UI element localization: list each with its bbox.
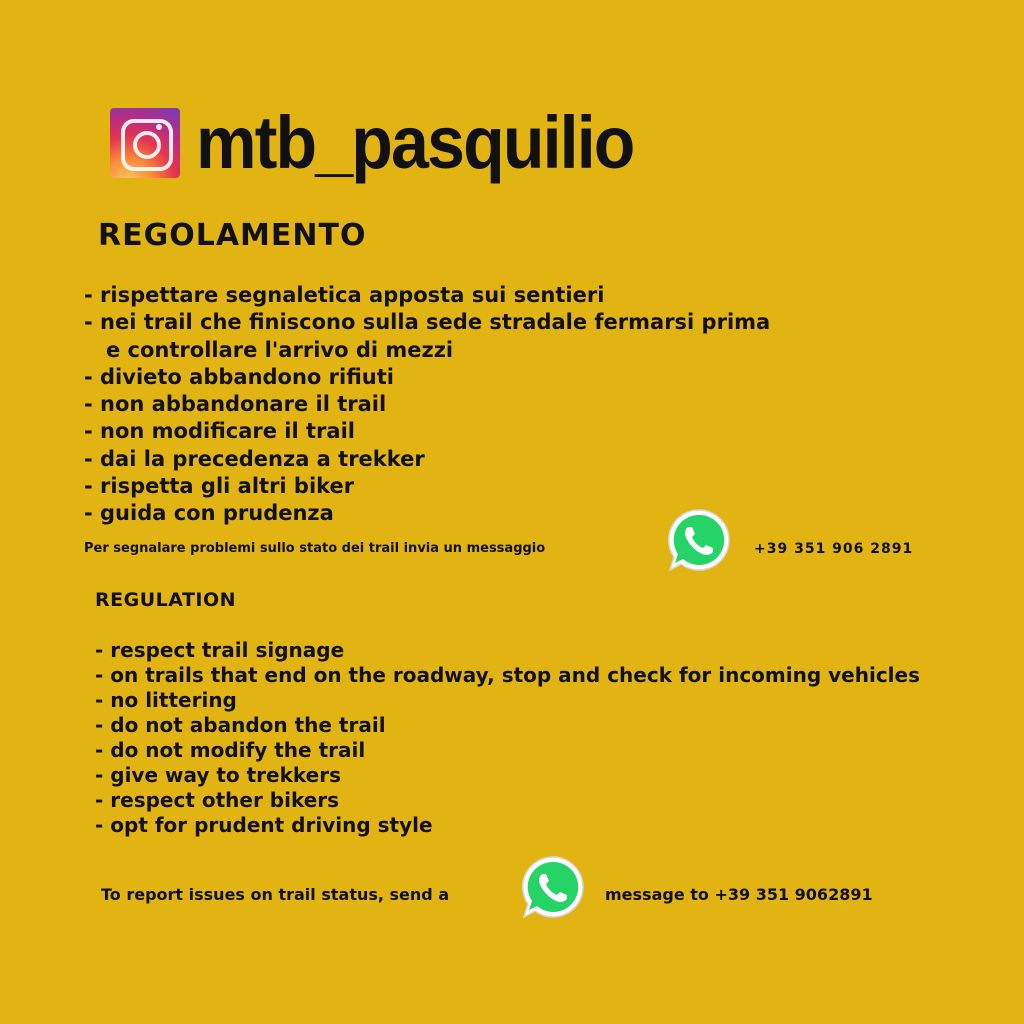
list-item: - non modificare il trail <box>84 419 355 444</box>
italian-phone-number: +39 351 906 2891 <box>754 541 914 557</box>
whatsapp-icon <box>518 853 588 923</box>
list-item: e controllare l'arrivo di mezzi <box>106 337 454 362</box>
whatsapp-icon <box>664 506 734 576</box>
list-item: - divieto abbandono rifiuti <box>84 364 394 389</box>
instagram-icon <box>110 108 180 178</box>
italian-contact-text: Per segnalare problemi sullo stato dei trail invia un messaggio <box>84 541 546 556</box>
italian-title: REGOLAMENTO <box>98 218 367 253</box>
english-contact-text-end: message to +39 351 9062891 <box>605 885 873 904</box>
list-item: - respect other bikers <box>95 788 340 812</box>
list-item: - give way to trekkers <box>95 763 342 787</box>
english-rules-list <box>95 638 920 838</box>
list-item: - nei trail che finiscono sulla sede stradale fermarsi prima <box>84 310 771 335</box>
list-item: - rispetta gli altri biker <box>84 474 355 499</box>
english-title: REGULATION <box>95 589 237 611</box>
list-item: - no littering <box>95 688 237 712</box>
english-contact-text: To report issues on trail status, send a <box>101 885 450 904</box>
list-item: - respect trail signage <box>95 638 345 662</box>
list-item: - do not abandon the trail <box>95 713 386 737</box>
list-item: - opt for prudent driving style <box>95 813 433 837</box>
list-item: - guida con prudenza <box>84 501 334 526</box>
list-item: - rispettare segnaletica apposta sui sentieri <box>84 283 605 307</box>
list-item: - dai la precedenza a trekker <box>84 446 425 471</box>
list-item: - on trails that end on the roadway, stop and check for incoming vehicles <box>95 663 921 687</box>
list-item: - do not modify the trail <box>95 738 366 762</box>
instagram-handle: mtb_pasquilio <box>196 101 634 184</box>
italian-rules-list <box>84 282 770 528</box>
list-item: - non abbandonare il trail <box>84 392 387 417</box>
